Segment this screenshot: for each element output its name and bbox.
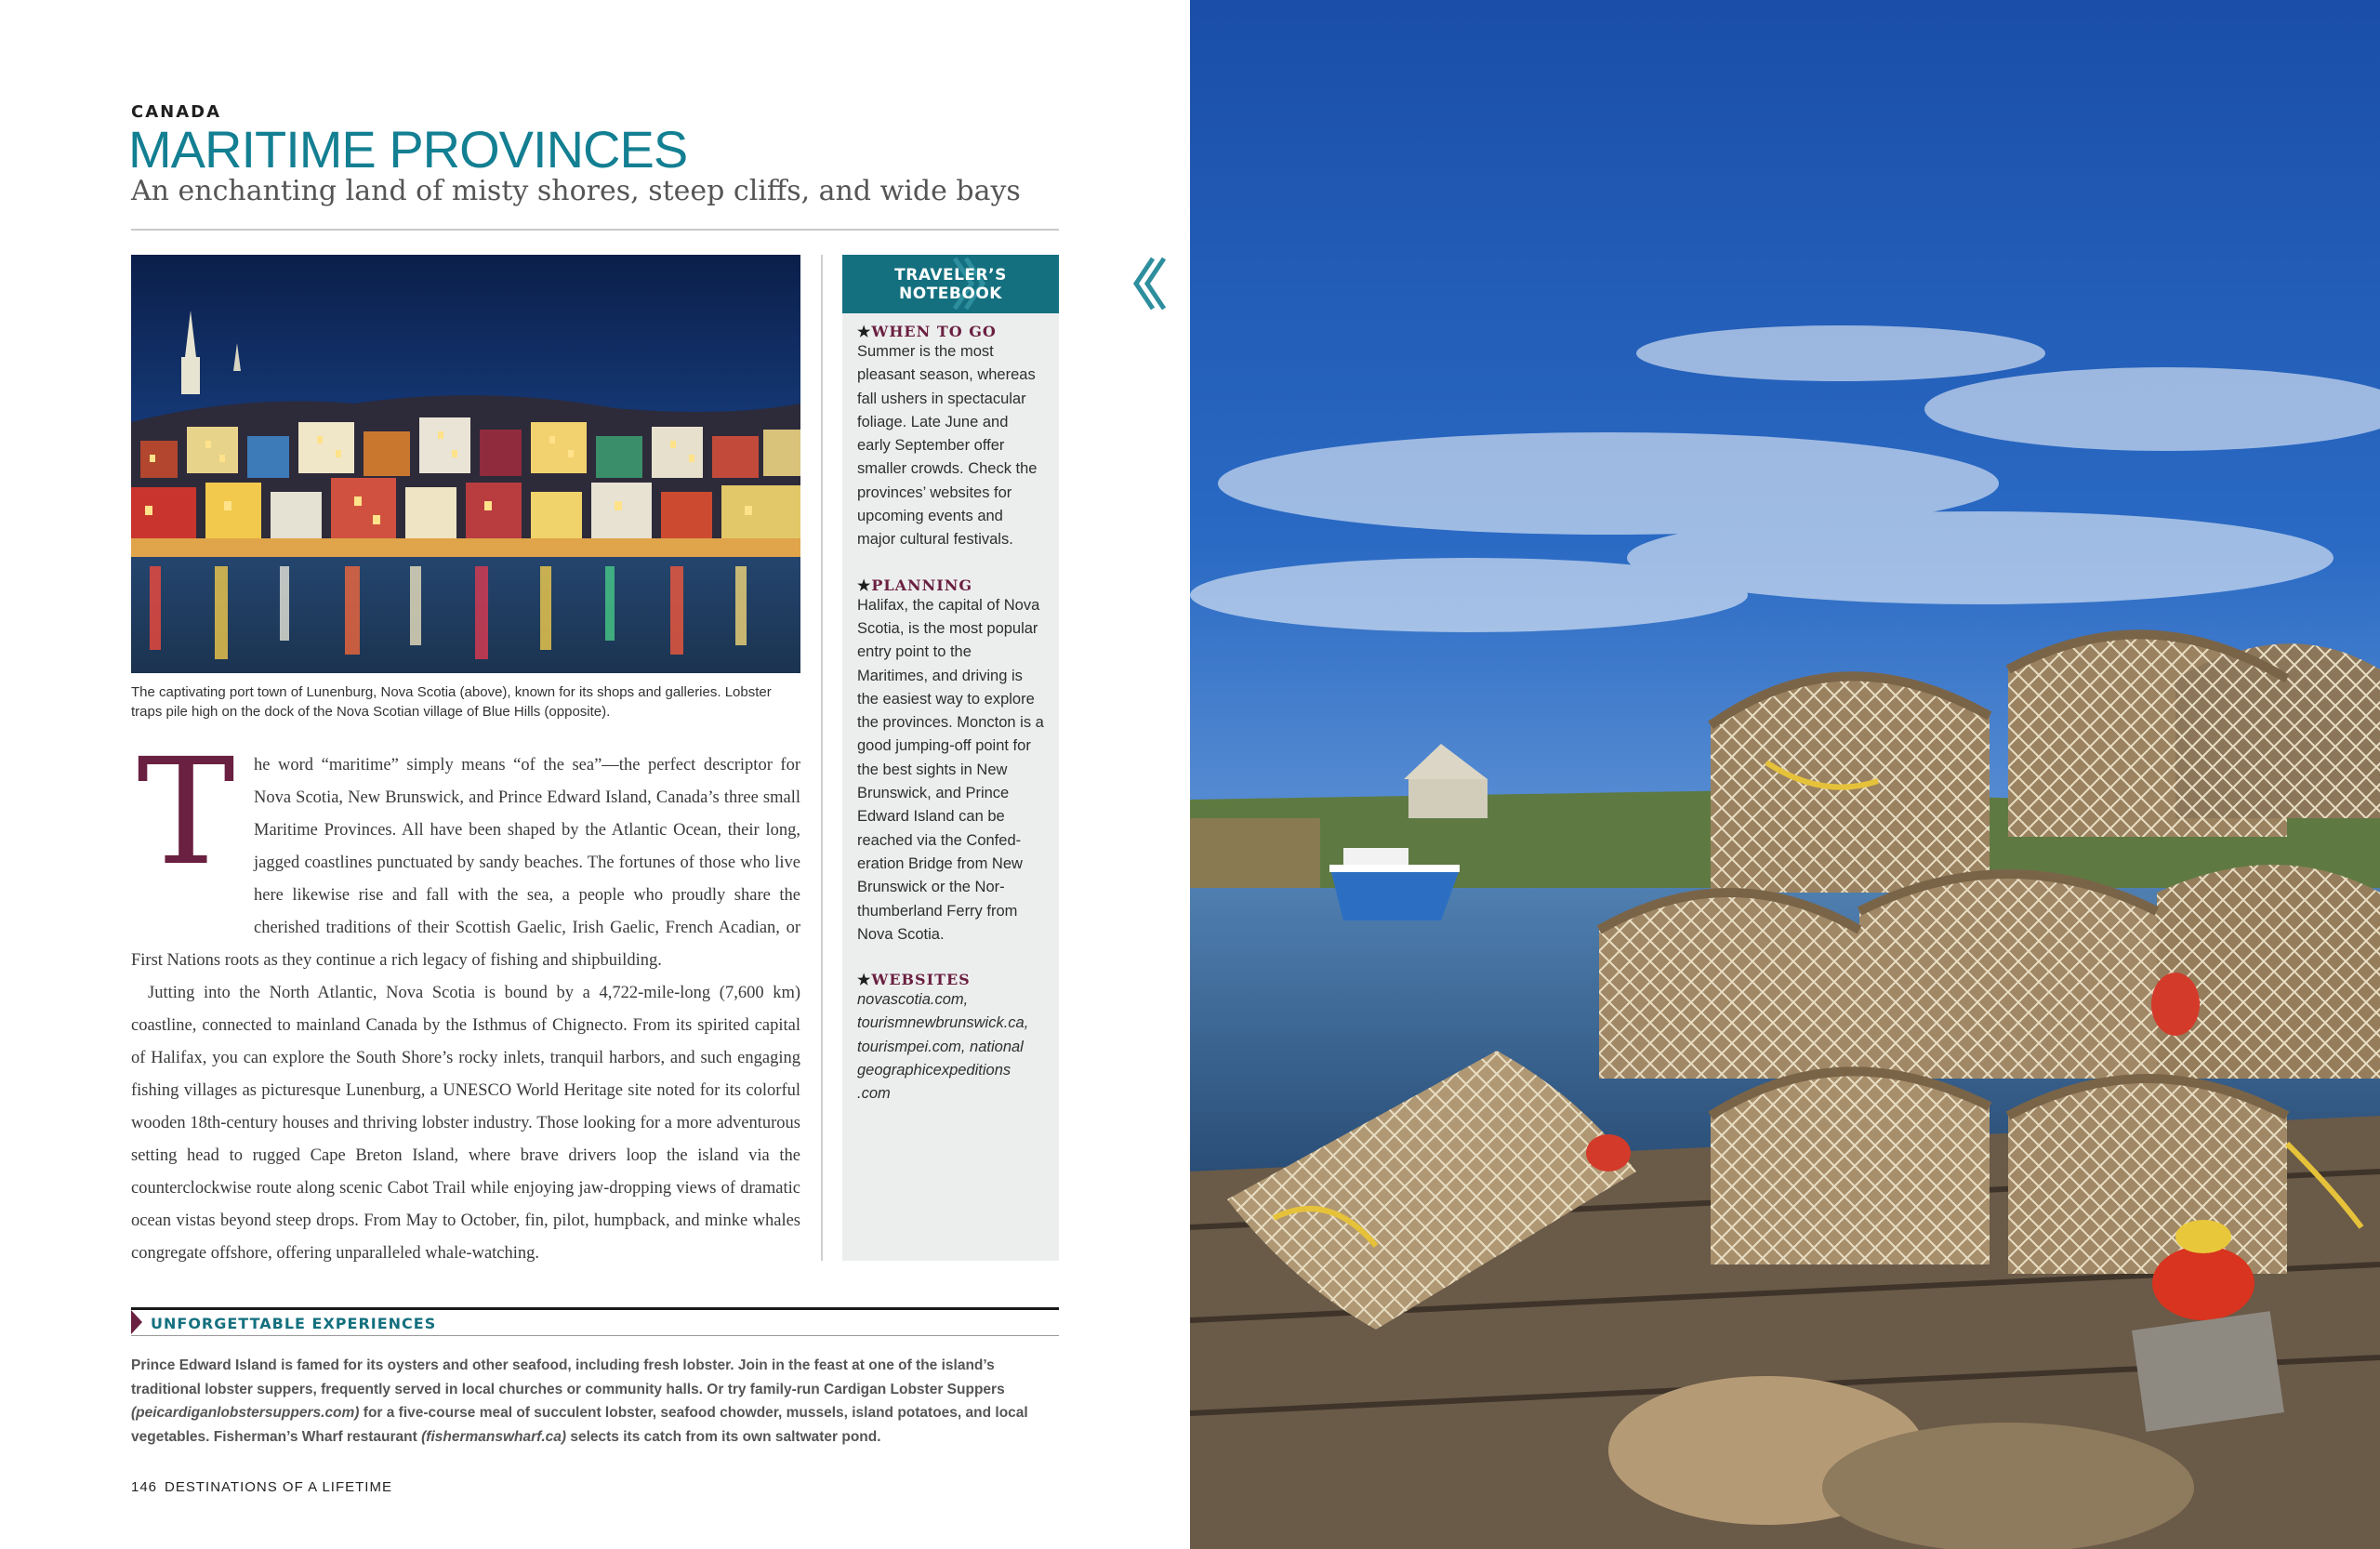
star-icon: ★ [857,576,872,594]
websites-heading: WEBSITES [871,971,971,989]
page-subtitle: An enchanting land of misty shores, steep cliffs, and wide bays [131,175,1021,207]
page-footer [131,1479,392,1495]
section-kicker: CANADA [131,102,222,122]
article-paragraph-1: he word “maritime” simply means “of the sea”—the perfect descriptor for Nova Scotia, New Brunswick, and Prince Edward Island, Canada’s three small Maritime Provinces. All have been shaped by the Atlantic Ocean, their long, jagged coastlines punctuated by sandy beaches. The fortunes of those who live here likewise rise and fall with the sea, a people who proudly share the cherished traditions of their Scottish Gaelic, Irish Gaelic, French Acadian, or First Nations roots as they continue a rich legacy of fishing and shipbuilding. [131,756,800,970]
page-title: MARITIME PROVINCES [128,120,688,179]
fishermans-wharf-link[interactable]: (fishermanswharf.ca) [421,1428,567,1445]
websites-list[interactable]: novascotia.com, tourismnewbrunswick.ca, tourismpei.com, national geographicexpeditions .com [857,991,1029,1103]
article-paragraph-2: Jutting into the North Atlantic, Nova Scotia is bound by a 4,722-mile-long (7,600 km) coastline, connected to mainland Canada by the Isthmus of Chignecto. From its spirited capital of Halifax, you can explore the South Shore’s rocky inlets, tranquil harbors, and such engaging fishing villages as picturesque Lunenburg, a UNESCO World Heritage site noted for its colorful wooden 18th-century houses and thriving lobster industry. Those looking for a more adventurous setting head to rugged Cape Breton Island, where brave drivers loop the island via the counterclockwise route along scenic Cabot Trail while enjoying jaw-dropping views of dramatic ocean vistas beyond steep drops. From May to October, fin, pilot, humpback, and minke whales congregate offshore, offering unparalleled whale-watching. [131,984,800,1263]
notebook-when-to-go [857,323,1044,552]
drop-cap: T [137,727,235,898]
notebook-websites [857,971,1044,1105]
experiences-text: Prince Edward Island is famed for its oysters and other seafood, including fresh lobster. Join in the feast at one of the island’s traditional lobster suppers, frequently served in local churches or community halls. Or try family-run Cardigan Lobster Suppers (peicardiganlobstersuppers.com) for a five-course meal of succulent lobster, seafood chowder, mussels, island potatoes, and local vegetables. Fisherman’s Wharf restaurant (fishermanswharf.ca) selects its catch from its own saltwater pond. [131,1357,1028,1445]
title-rule [131,229,1059,231]
experiences-bar [131,1307,1059,1337]
planning-heading: PLANNING [871,576,973,594]
photo-caption: The captivating port town of Lunenburg, Nova Scotia (above), known for its shops and galleries. Lobster traps pile high on the dock of the Nova Scotian village of Blue Hills (opposite). [131,684,772,720]
notebook-planning [857,576,1044,947]
star-icon: ★ [857,323,872,340]
article-body [131,727,800,1270]
when-to-go-heading: WHEN TO GO [871,323,997,340]
lobster-traps-photo [1190,0,2380,1549]
page-number: 146 [131,1479,158,1495]
triangle-marker-icon [131,1310,142,1334]
column-divider [821,255,823,1261]
experiences-heading: UNFORGETTABLE EXPERIENCES [151,1315,437,1332]
when-to-go-text: Summer is the most pleasant season, whereas fall ushers in spectacular foliage. Late June and early September offer smaller crowds. Check the provinces’ websites for upcoming events and major cultural festivals. [857,343,1038,549]
notebook-title-line-2: NOTEBOOK [899,285,1002,303]
notebook-title-line-1: TRAVELER’S [894,266,1007,285]
star-icon: ★ [857,971,872,989]
cardigan-link[interactable]: (peicardiganlobstersuppers.com) [131,1405,360,1421]
planning-text: Halifax, the capital of Nova Scotia, is the most popular entry point to the Maritimes, and driving is the easiest way to explore the provinces. Moncton is a good jumping-off point for the best sights in New Brunswick, and Prince Edward Island can be reached via the Confederation Bridge from New Brunswick or the Northumberland Ferry from Nova Scotia. [857,596,1044,943]
notebook-header [842,255,1059,313]
lunenburg-photo [131,255,800,673]
book-title: DESTINATIONS OF A LIFETIME [165,1479,392,1495]
travelers-notebook-sidebar [842,255,1059,1261]
